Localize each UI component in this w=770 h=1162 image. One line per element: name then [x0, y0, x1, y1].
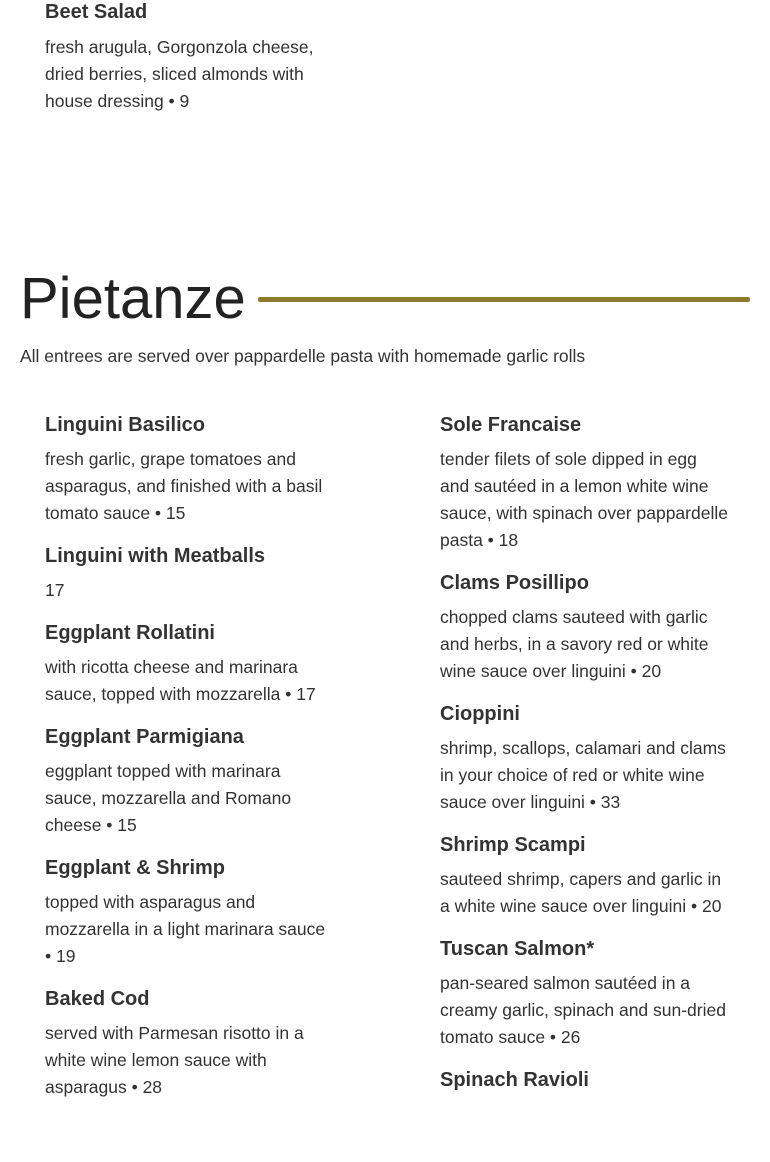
item-name: Baked Cod: [45, 988, 150, 1010]
item-description: with ricotta cheese and marinara sauce, topped with mozzarella • 17: [45, 657, 316, 704]
menu-item: [45, 620, 335, 708]
item-description: shrimp, scallops, calamari and clams in your choice of red or white wine sauce over linguini • 33: [440, 738, 726, 812]
item-description: pan-seared salmon sautéed in a creamy garlic, spinach and sun-dried tomato sauce • 26: [440, 973, 726, 1047]
item-description: fresh arugula, Gorgonzola cheese, dried berries, sliced almonds with house dressing • 9: [45, 37, 314, 111]
menu-column-right: [440, 412, 730, 1109]
menu-item: [440, 936, 730, 1051]
section-header: [20, 262, 750, 336]
menu-item: [45, 855, 335, 970]
menu-item: [440, 412, 730, 554]
menu-item-beet-salad: [45, 0, 335, 115]
item-name: Tuscan Salmon*: [440, 938, 595, 960]
item-name: Linguini Basilico: [45, 414, 206, 436]
item-name: Cioppini: [440, 703, 520, 725]
item-description: fresh garlic, grape tomatoes and asparagus, and finished with a basil tomato sauce • 15: [45, 449, 323, 523]
menu-item: [440, 1067, 730, 1093]
item-description: sauteed shrimp, capers and garlic in a white wine sauce over linguini • 20: [440, 869, 722, 916]
item-name: Clams Posillipo: [440, 572, 589, 594]
item-description: eggplant topped with marinara sauce, mozzarella and Romano cheese • 15: [45, 761, 292, 835]
item-description: served with Parmesan risotto in a white wine lemon sauce with asparagus • 28: [45, 1023, 304, 1097]
menu-item: [440, 570, 730, 685]
menu-column-left: [45, 412, 335, 1117]
menu-item: [45, 986, 335, 1101]
item-name: Spinach Ravioli: [440, 1069, 589, 1091]
menu-item: [440, 832, 730, 920]
item-name: Eggplant Parmigiana: [45, 726, 244, 748]
item-description: chopped clams sauteed with garlic and herbs, in a savory red or white wine sauce over linguini • 20: [440, 607, 709, 681]
menu-item: [45, 543, 335, 604]
section-note: All entrees are served over pappardelle pasta with homemade garlic rolls: [20, 346, 586, 366]
section-divider: [258, 297, 750, 302]
section-title: Pietanze: [20, 266, 246, 331]
item-name: Eggplant & Shrimp: [45, 857, 225, 879]
item-name: Shrimp Scampi: [440, 834, 586, 856]
item-description: 17: [45, 580, 65, 600]
item-description: tender filets of sole dipped in egg and sautéed in a lemon white wine sauce, with spinach over pappardelle pasta • 18: [440, 449, 728, 550]
item-description: topped with asparagus and mozzarella in a light marinara sauce • 19: [45, 892, 326, 966]
item-name: Sole Francaise: [440, 414, 582, 436]
menu-item: [440, 701, 730, 816]
item-name: Beet Salad: [45, 1, 148, 23]
item-name: Eggplant Rollatini: [45, 622, 215, 644]
menu-item: [45, 412, 335, 527]
item-name: Linguini with Meatballs: [45, 545, 265, 567]
menu-item: [45, 724, 335, 839]
